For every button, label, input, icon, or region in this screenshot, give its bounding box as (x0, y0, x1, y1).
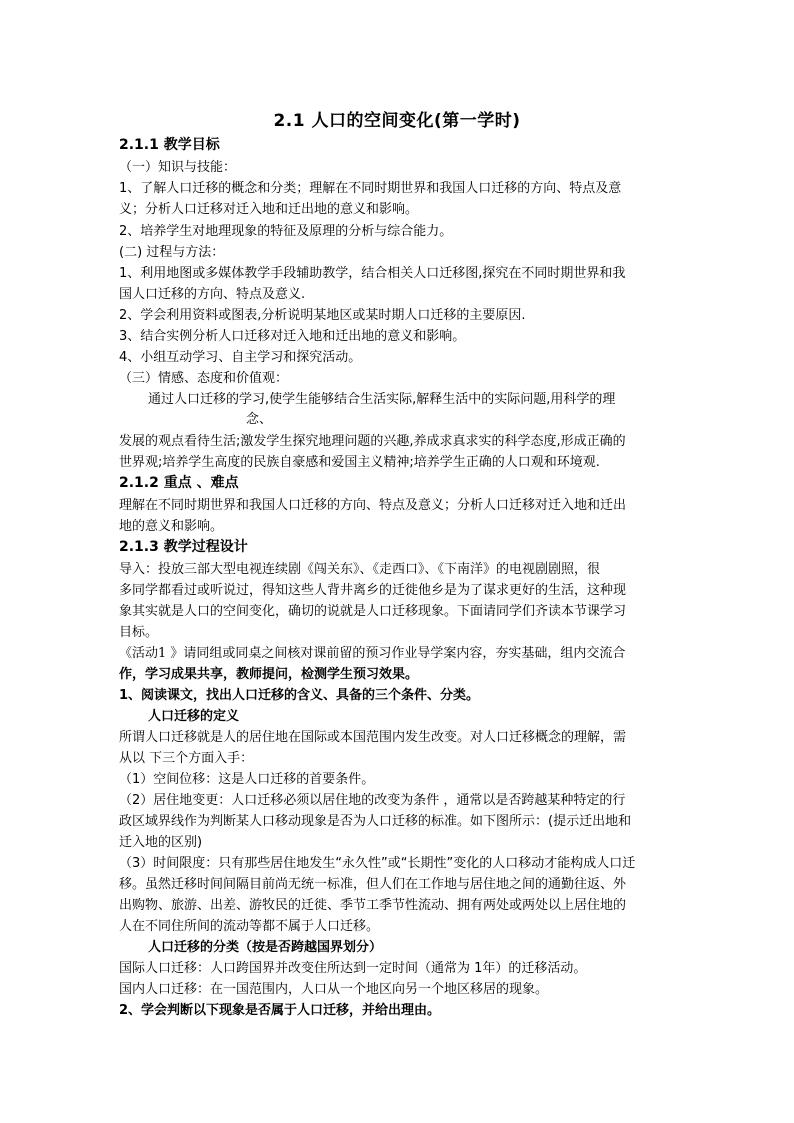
text-line: 发展的观点看待生活;激发学生探究地理问题的兴趣,养成求真求实的科学态度,形成正确的 (119, 434, 626, 449)
text-line: （3）时间限度：只有那些居住地发生“永久性”或“长期性”变化的人口移动才能构成人口迁 (119, 856, 636, 871)
subheading-classification: 人口迁移的分类（按是否跨越国界划分） (148, 940, 383, 955)
text-line: 出购物、旅游、出差、游牧民的迁徙、季节工季节性流动、拥有两处或两处以上居住地的 (119, 898, 627, 913)
text-line: 从以 下三个方面入手： (119, 751, 254, 766)
text-line: 地的意义和影响。 (119, 519, 224, 534)
text-line: 人在不同住所间的流动等都不属于人口迁移。 (119, 919, 380, 934)
subheading-attitude: （三）情感、态度和价值观： (119, 371, 289, 386)
text-line: 2、培养学生对地理现象的特征及原理的分析与综合能力。 (119, 224, 453, 239)
text-line: 移。虽然迁移时间间隔目前尚无统一标准，但人们在工作地与居住地之间的通勤往返、外 (119, 877, 627, 892)
text-line: 1、利用地图或多媒体教学手段辅助教学，结合相关人口迁移图,探究在不同时期世界和我 (119, 266, 626, 281)
activity-line: 作，学习成果共享，教师提问，检测学生预习效果。 (119, 667, 419, 682)
text-line: 世界观;培养学生高度的民族自豪感和爱国主义精神;培养学生正确的人口观和环境观. (119, 455, 600, 470)
text-line: 国人口迁移的方向、特点及意义. (119, 287, 306, 302)
question-2: 2、学会判断以下现象是否属于人口迁移，并给出理由。 (119, 1003, 441, 1018)
text-line: （2）居住地变更：人口迁移必须以居住地的改变为条件 ，通常以是否跨越某种特定的行 (119, 793, 626, 808)
text-line: 2、学会利用资料或图表,分析说明某地区或某时期人口迁移的主要原因. (119, 308, 526, 323)
section-heading-process-design: 2.1.3 教学过程设计 (119, 539, 248, 555)
text-line: 念、 (246, 412, 273, 427)
section-heading-keypoints: 2.1.2 重点 、难点 (119, 475, 239, 491)
text-line: 导入：投放三部大型电视连续剧《闯关东》、《走西口》、《下南洋》的电视剧剧照，很 (119, 562, 601, 577)
text-line: 通过人口迁移的学习,使学生能够结合生活实际,解释生活中的实际问题,用科学的理 (148, 392, 616, 407)
text-line: 所谓人口迁移就是人的居住地在国际或本国范围内发生改变。对人口迁移概念的理解，需 (119, 730, 627, 745)
text-line: 4、小组互动学习、自主学习和探究活动。 (119, 350, 362, 365)
text-line: 象其实就是人口的空间变化，确切的说就是人口迁移现象。下面请同学们齐读本节课学习 (119, 604, 627, 619)
text-line: 多同学都看过或听说过，得知这些人背井离乡的迁徙他乡是为了谋求更好的生活，这种现 (119, 583, 627, 598)
question-1: 1、阅读课文，找出人口迁移的含义、具备的三个条件、分类。 (119, 688, 480, 703)
page-title: 2.1 人口的空间变化(第一学时) (273, 111, 521, 131)
subheading-process: (二) 过程与方法： (119, 245, 225, 260)
text-line: 国际人口迁移：人口跨国界并改变住所达到一定时间（通常为 1年）的迁移活动。 (119, 961, 587, 976)
section-heading-objectives: 2.1.1 教学目标 (119, 137, 220, 153)
text-line: 义；分析人口迁移对迁入地和迁出地的意义和影响。 (119, 202, 419, 217)
text-line: 理解在不同时期世界和我国人口迁移的方向、特点及意义；分析人口迁移对迁入地和迁出 (119, 498, 627, 513)
text-line: 迁入地的区别) (119, 835, 203, 850)
text-line: 国内人口迁移：在一国范围内，人口从一个地区向另一个地区移居的现象。 (119, 982, 549, 997)
text-line: （1）空间位移：这是人口迁移的首要条件。 (119, 772, 375, 787)
subheading-definition: 人口迁移的定义 (148, 709, 240, 724)
text-line: 3、结合实例分析人口迁移对迁入地和迁出地的意义和影响。 (119, 329, 466, 344)
text-line: 政区域界线作为判断某人口移动现象是否为人口迁移的标准。如下图所示：(提示迁出地和 (119, 814, 632, 829)
subheading-knowledge: （一）知识与技能： (119, 160, 237, 175)
text-line: 1、了解人口迁移的概念和分类；理解在不同时期世界和我国人口迁移的方向、特点及意 (119, 181, 622, 196)
text-line: 目标。 (119, 625, 159, 640)
activity-line: 《活动1 》请同组或同桌之间核对课前留的预习作业导学案内容，夯实基础，组内交流合 (119, 646, 626, 661)
